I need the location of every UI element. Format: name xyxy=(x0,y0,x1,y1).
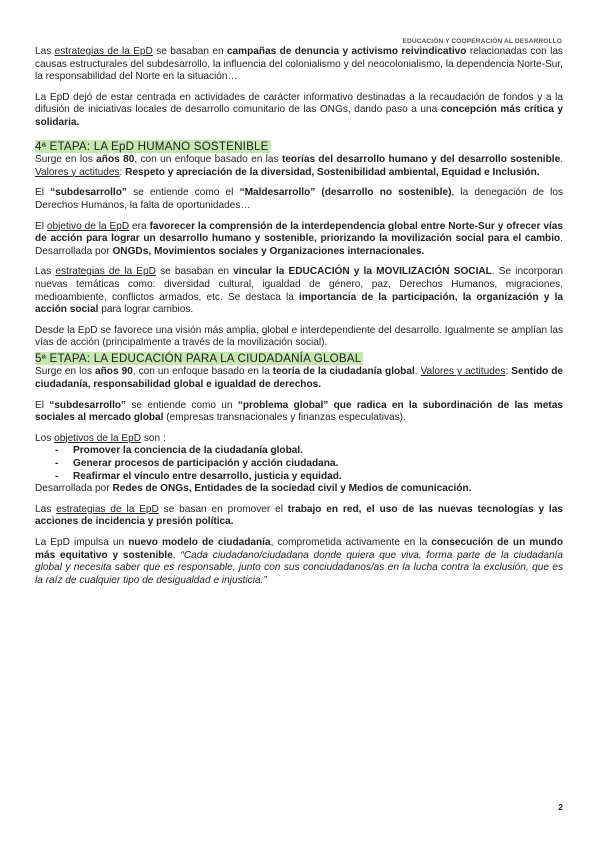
paragraph-stage-4-origin: Surge en los años 80, con un enfoque basado en las teorías del desarrollo humano y del desarrollo sostenible. Valores y actitudes: Respeto y apreciación de la diversidad, Sostenibilidad ambiental, Equidad e Inclusión. xyxy=(35,154,564,178)
objectives-intro: Los objetivos de la EpD son : xyxy=(35,432,166,444)
paragraph-stage-5-origin: Surge en los años 90, con un enfoque basado en la teoría de la ciudadanía global. Valores y actitudes: Sentido de ciudadanía, responsabilidad global e igualdad de derechos. xyxy=(35,366,564,391)
paragraph-stage-5-strategies: Las estrategias de la EpD se basan en promover el trabajo en red, el uso de las nuevas tecnologías y las acciones de incidencia y presión política. xyxy=(35,503,563,528)
objectives-list xyxy=(35,445,563,483)
list-item: - Generar procesos de participación y acción ciudadana. xyxy=(55,458,563,471)
paragraph-stage-4-objective: El objetivo de la EpD era favorecer la comprensión de la interdependencia global entre Norte-Sur y ofrecer vías de acción para lograr un desarrollo humano y sostenible, priorizando la movilización social para el cambio. Desarrollada por ONGDs, Movimientos sociales y Organizaciones internacionales. xyxy=(35,220,564,257)
list-item: - Promover la conciencia de la ciudadanía global. xyxy=(55,445,563,458)
page-number: 2 xyxy=(558,802,563,812)
paragraph-critical-shift: La EpD dejó de estar centrada en actividades de carácter informativo destinadas a la recaudación de fondos y a la difusión de iniciativas locales de desarrollo comunitario de las ONGs, dando paso a una concepción más crítica y solidaria. xyxy=(35,91,563,128)
paragraph-stage-4-underdevelopment: El “subdesarrollo” se entiende como el “Maldesarrollo” (desarrollo no sostenible), la denegación de los Derechos Humanos, la falta de oportunidades… xyxy=(35,187,563,211)
paragraph-stage-5-underdevelopment: El “subdesarrollo” se entiende como un “problema global” que radica en la subordinación de las metas sociales al mercado global (empresas transnacionales y finanzas especulativas). xyxy=(35,399,563,424)
paragraph-stage-5-objectives xyxy=(35,433,563,496)
paragraph-stage-4-vision: Desde la EpD se favorece una visión más amplia, global e interdependiente del desarrollo. Igualmente se amplían las vías de acción (principalmente a través de la movilización social). xyxy=(35,324,563,349)
paragraph-stage-5-citizenship: La EpD impulsa un nuevo modelo de ciudadanía, comprometida activamente en la consecución de un mundo más equitativo y sostenible. “Cada ciudadano/ciudadana donde quiera que viva, forma parte de la ciudadanía global y necesita saber que es responsable, junto con sus conciudadanos/as en la lucha contra la exclusión, que es la raíz de cualquier tipo de desigualdad e injusticia.” xyxy=(35,537,564,586)
list-item: - Reafirmar el vínculo entre desarrollo, justicia y equidad. xyxy=(55,471,563,484)
paragraph-strategies-3: Las estrategias de la EpD se basaban en campañas de denuncia y activismo reivindicativo relacionadas con las causas estructurales del subdesarrollo, la influencia del colonialismo y del neocolonialismo, la dependencia Norte-Sur, la responsabilidad del Norte en la situación… xyxy=(35,46,563,83)
objectives-developers: Desarrollada por Redes de ONGs, Entidades de la sociedad civil y Medios de comunicación. xyxy=(35,483,472,495)
paragraph-stage-4-strategies: Las estrategias de la EpD se basaban en vincular la EDUCACIÓN y la MOVILIZACIÓN SOCIAL. Se incorporan nuevas temáticas como: diversidad cultural, igualdad de género, paz, Derechos Humanos, migraciones, medioambiente, conflictos armados, etc. Se destaca la importancia de la participación, la organización y la acción social para lograr cambios. xyxy=(35,266,563,316)
section-heading-stage-4: 4ª ETAPA: LA EpD HUMANO SOSTENIBLE xyxy=(35,139,269,153)
page-body xyxy=(35,46,563,595)
section-heading-stage-5: 5ª ETAPA: LA EDUCACIÓN PARA LA CIUDADANÍA GLOBAL xyxy=(35,351,362,365)
running-header: EDUCACIÓN Y COOPERACIÓN AL DESARROLLO xyxy=(402,38,562,45)
